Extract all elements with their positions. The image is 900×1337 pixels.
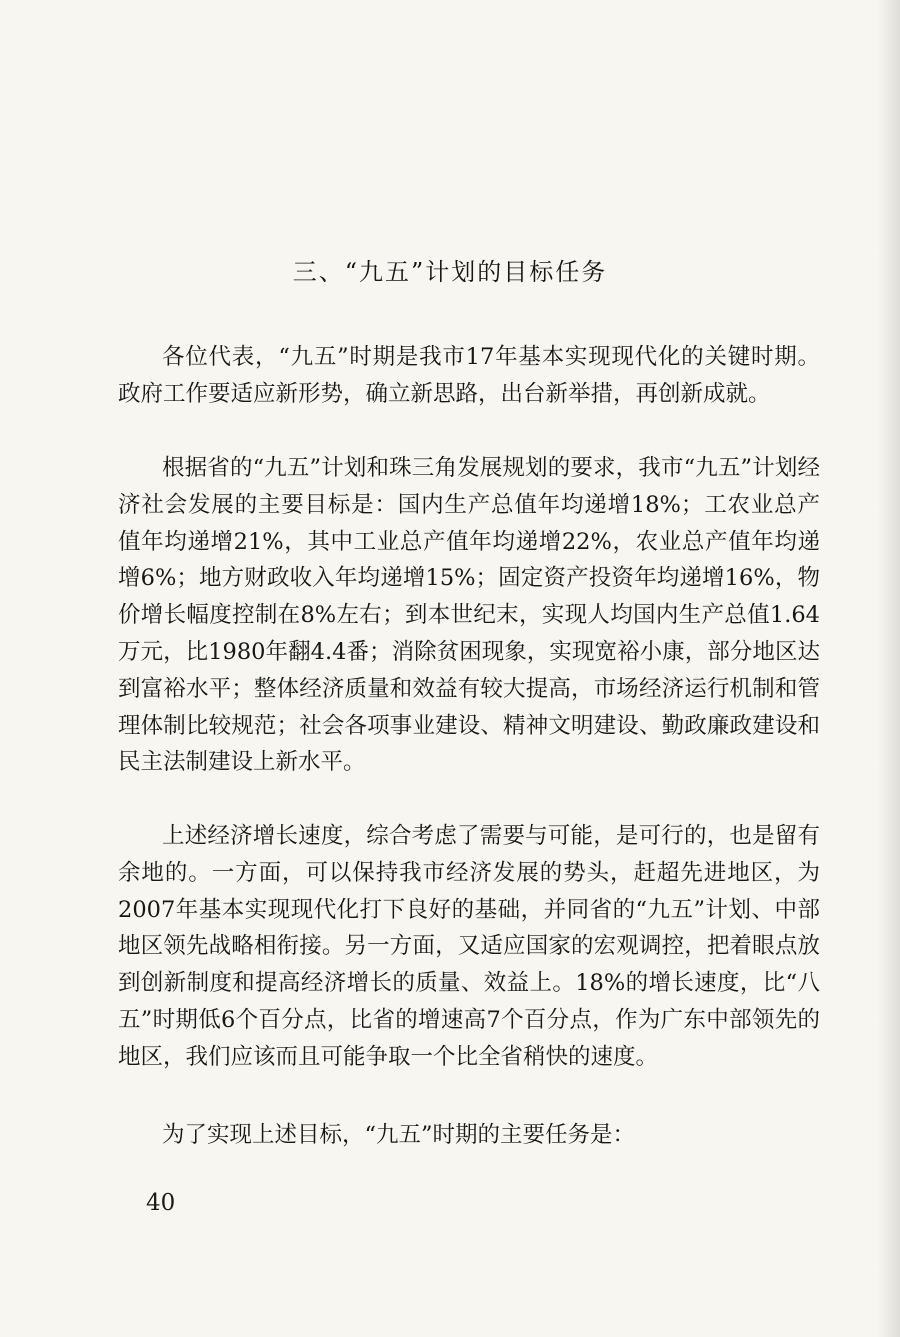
paragraph-1: 各位代表，“九五”时期是我市17年基本实现现代化的关键时期。政府工作要适应新形势，确立新思路，出台新举措，再创新成就。: [118, 344, 820, 407]
paragraph-3: 上述经济增长速度，综合考虑了需要与可能，是可行的，也是留有余地的。一方面，可以保持我市经济发展的势头，赶超先进地区，为2007年基本实现现代化打下良好的基础，并同省的“九五”计划、中部地区领先战略相衔接。另一方面，又适应国家的宏观调控，把着眼点放到创新制度和提高经济增长的质量、效益上。18%的增长速度，比“八五”时期低6个百分点，比省的增速高7个百分点，作为广东中部领先的地区，我们应该而且可能争取一个比全省稍快的速度。: [118, 823, 820, 1070]
page-number: 40: [146, 1190, 176, 1216]
paragraph-4: 为了实现上述目标，“九五”时期的主要任务是：: [162, 1122, 636, 1148]
page-edge-shadow: [878, 0, 900, 1337]
section-heading: 三、“九五”计划的目标任务: [292, 258, 608, 286]
paragraph-2: 根据省的“九五”计划和珠三角发展规划的要求，我市“九五”计划经济社会发展的主要目标是：国内生产总值年均递增18%；工农业总产值年均递增21%，其中工业总产值年均递增22%，农业总产值年均递增6%；地方财政收入年均递增15%；固定资产投资年均递增16%，物价增长幅度控制在8%左右；到本世纪末，实现人均国内生产总值1.64万元，比1980年翻4.4番；消除贫困现象，实现宽裕小康，部分地区达到富裕水平；整体经济质量和效益有较大提高，市场经济运行机制和管理体制比较规范；社会各项事业建设、精神文明建设、勤政廉政建设和民主法制建设上新水平。: [118, 455, 820, 776]
